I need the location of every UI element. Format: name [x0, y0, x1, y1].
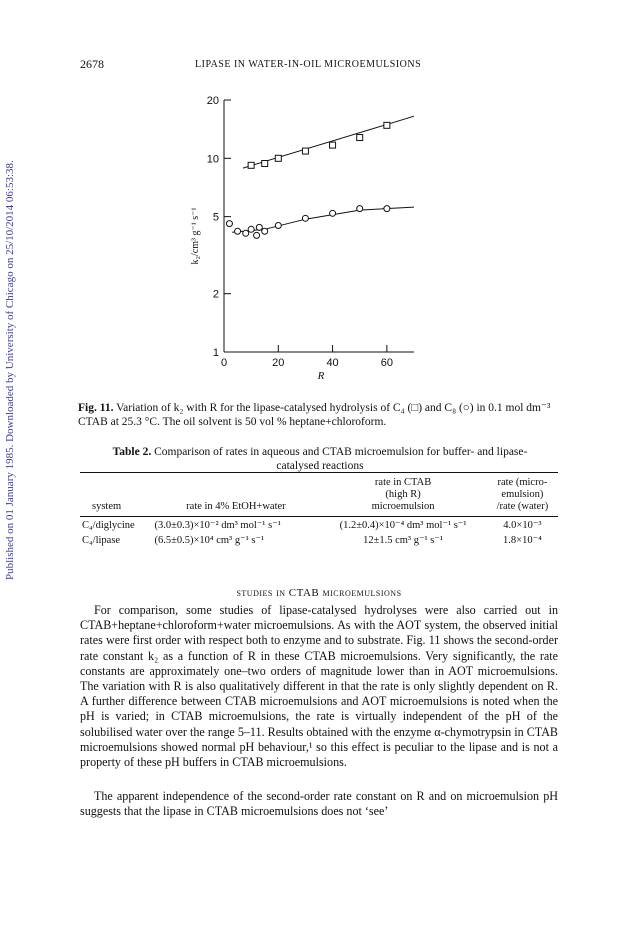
- table-cell: C₄/lipase: [82, 535, 121, 546]
- table-header-line: microemulsion: [371, 501, 435, 512]
- x-tick-label: 20: [272, 357, 285, 369]
- page-number: 2678: [80, 57, 104, 71]
- x-tick-label: 40: [326, 357, 339, 369]
- chart-points: [226, 122, 389, 238]
- table-cell: 4.0×10⁻³: [503, 520, 542, 531]
- table-cell: C₄/diglycine: [82, 520, 135, 531]
- table-header-line: rate in CTAB: [374, 477, 432, 488]
- data-point-c8: [275, 222, 281, 228]
- data-point-c4: [248, 162, 254, 168]
- table-title-label: Table 2.: [112, 446, 152, 458]
- download-notice: Published on 01 January 1985. Downloaded by University of Chicago on 25/10/2014 06:53:38.: [4, 160, 16, 580]
- data-point-c8: [384, 206, 390, 212]
- rates-table: [80, 472, 558, 547]
- data-point-c4: [384, 122, 390, 128]
- running-title: LIPASE IN WATER-IN-OIL MICROEMULSIONS: [195, 59, 422, 70]
- y-tick-label: 1: [212, 347, 219, 359]
- data-point-c8: [302, 215, 308, 221]
- data-point-c8: [254, 232, 260, 238]
- chart-fit-lines: [232, 116, 414, 232]
- figure-caption-label: Fig. 11.: [78, 402, 114, 414]
- chart-axes: [224, 100, 414, 352]
- section-title: studies in CTAB microemulsions: [236, 587, 402, 599]
- table-cell: (1.2±0.4)×10⁻⁴ dm³ mol⁻¹ s⁻¹: [339, 520, 467, 531]
- table-header-0: [80, 477, 153, 517]
- x-axis-label: R: [317, 370, 325, 382]
- table-cell: 1.8×10⁻⁴: [503, 535, 542, 546]
- y-tick-label: 20: [206, 95, 219, 107]
- data-point-c4: [330, 142, 336, 148]
- table-header-line: rate in 4% EtOH+water: [186, 501, 286, 512]
- table-header-1: [153, 477, 320, 517]
- table-cell: (6.5±0.5)×10⁴ cm³ g⁻¹ s⁻¹: [154, 535, 265, 546]
- y-tick-label: 10: [206, 153, 219, 166]
- table-row: [80, 532, 558, 547]
- data-point-c8: [248, 226, 254, 232]
- data-point-c8: [256, 224, 262, 230]
- data-point-c8: [357, 206, 363, 212]
- figure-caption-text: Variation of k₂ with R for the lipase-catalysed hydrolysis of C₄ (□) and C₈ (○) in 0.1 mol dm⁻³ CTAB at 25.3 °C. The oil solvent is 50 vol % heptane+chloroform.: [78, 402, 551, 428]
- table-cell: (3.0±0.3)×10⁻² dm³ mol⁻¹ s⁻¹: [154, 520, 281, 531]
- data-point-c8: [226, 221, 232, 227]
- table-header-3: [487, 477, 558, 517]
- table-title-text: Comparison of rates in aqueous and CTAB microemulsion for buffer- and lipase-catalysed reactions: [154, 446, 528, 472]
- table-header-line: (high R): [385, 489, 421, 500]
- table-header-line: emulsion): [501, 489, 544, 500]
- data-point-c8: [243, 230, 249, 236]
- table-row: [80, 517, 558, 533]
- data-point-c4: [275, 155, 281, 161]
- figure-11-chart: [180, 90, 440, 385]
- y-tick-label: 2: [212, 288, 219, 301]
- data-point-c4: [262, 161, 268, 167]
- y-tick-label: 5: [212, 211, 219, 224]
- x-tick-label: 60: [380, 357, 393, 369]
- table-header-line: system: [92, 501, 122, 512]
- table-header-line: /rate (water): [496, 501, 549, 512]
- data-point-c8: [235, 228, 241, 234]
- table-cell: 12±1.5 cm³ g⁻¹ s⁻¹: [363, 535, 444, 546]
- data-point-c4: [357, 135, 363, 141]
- table-title: [100, 445, 540, 473]
- data-point-c4: [302, 148, 308, 154]
- data-point-c8: [330, 210, 336, 216]
- body-paragraph-2: The apparent independence of the second-order rate constant on R and on microemulsion pH suggests that the lipase in CTAB microemulsions does not ‘see’: [80, 789, 558, 819]
- table-header-line: rate (micro-: [497, 477, 548, 488]
- y-axis-label: k₂/cm³ g⁻¹ s⁻¹: [190, 207, 201, 265]
- table-header-2: [319, 477, 486, 517]
- x-tick-label: 0: [220, 357, 228, 369]
- data-point-c8: [262, 228, 268, 234]
- body-paragraph-1: For comparison, some studies of lipase-catalysed hydrolyses were also carried out in CTAB+heptane+chloroform+water microemulsions. As with the AOT system, the observed initial rates were first order with respect both to enzyme and to substrate. Fig. 11 shows the second-order rate constant k₂ as a function of R in these CTAB microemulsions. Very significantly, the rate constants are approximately one–two orders of magnitude lower than in AOT microemulsions. The variation with R is also qualitatively different in that the rate is only slightly dependent on R. A further difference between CTAB microemulsions and AOT microemulsions is noted when the pH is varied; in CTAB microemulsions, the rate is virtually independent of the pH of the solubilised water over the range 5–11. Results obtained with the enzyme α-chymotrypsin in CTAB microemulsions showed normal pH behaviour,¹ so this effect is peculiar to the lipase and is not a property of these pH buffers in CTAB microemulsions.: [80, 603, 558, 770]
- figure-caption: [78, 401, 560, 429]
